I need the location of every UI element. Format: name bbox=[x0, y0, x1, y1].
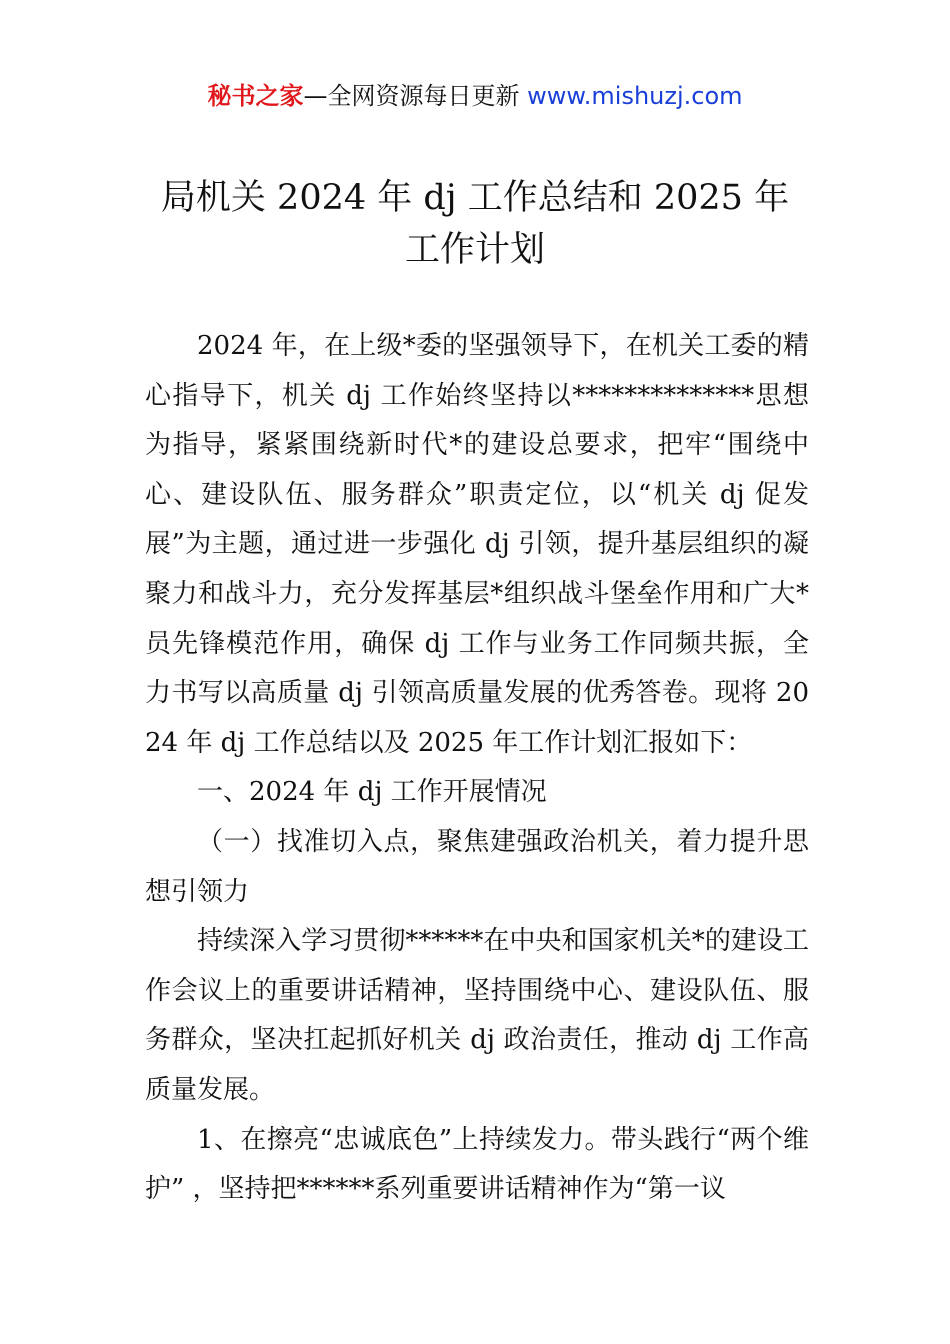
document-title-line-1: 局机关 2024 年 dj 工作总结和 2025 年 bbox=[160, 178, 790, 218]
site-url[interactable]: www.mishuzj.com bbox=[527, 82, 743, 110]
list-item-paragraph: 1、在擦亮“忠诚底色”上持续发力。带头践行“两个维护” ，坚持把******系列重要讲话精神作为“第一议 bbox=[145, 1124, 809, 1205]
document-title-line-2: 工作计划 bbox=[404, 230, 545, 270]
body-paragraph: 持续深入学习贯彻******在中央和国家机关*的建设工作会议上的重要讲话精神，坚持围绕中心、建设队伍、服务群众，坚决扛起抓好机关 dj 政治责任，推动 dj 工作高质量发展。 bbox=[145, 926, 809, 1105]
document-body bbox=[145, 322, 809, 1215]
subsection-heading: （一）找准切入点，聚焦建强政治机关，着力提升思想引领力 bbox=[145, 826, 809, 907]
site-header bbox=[0, 78, 950, 114]
intro-paragraph: 2024 年，在上级*委的坚强领导下，在机关工委的精心指导下，机关 dj 工作始终坚持以**************思想为指导，紧紧围绕新时代*的建设总要求，把牢“围绕中心、建设队伍、服务群众”职责定位，以“机关 dj 促发展”为主题，通过进一步强化 dj 引领，提升基层组织的凝聚力和战斗力，充分发挥基层*组织战斗堡垒作用和广大*员先锋模范作用，确保 dj 工作与业务工作同频共振，全力书写以高质量 dj 引领高质量发展的优秀答卷。现将 2024 年 dj 工作总结以及 2025 年工作计划汇报如下： bbox=[145, 331, 809, 758]
document-title bbox=[60, 172, 890, 276]
site-brand: 秘书之家 bbox=[207, 82, 304, 110]
site-tagline: —全网资源每日更新 bbox=[303, 82, 528, 110]
section-heading: 一、2024 年 dj 工作开展情况 bbox=[197, 777, 547, 808]
